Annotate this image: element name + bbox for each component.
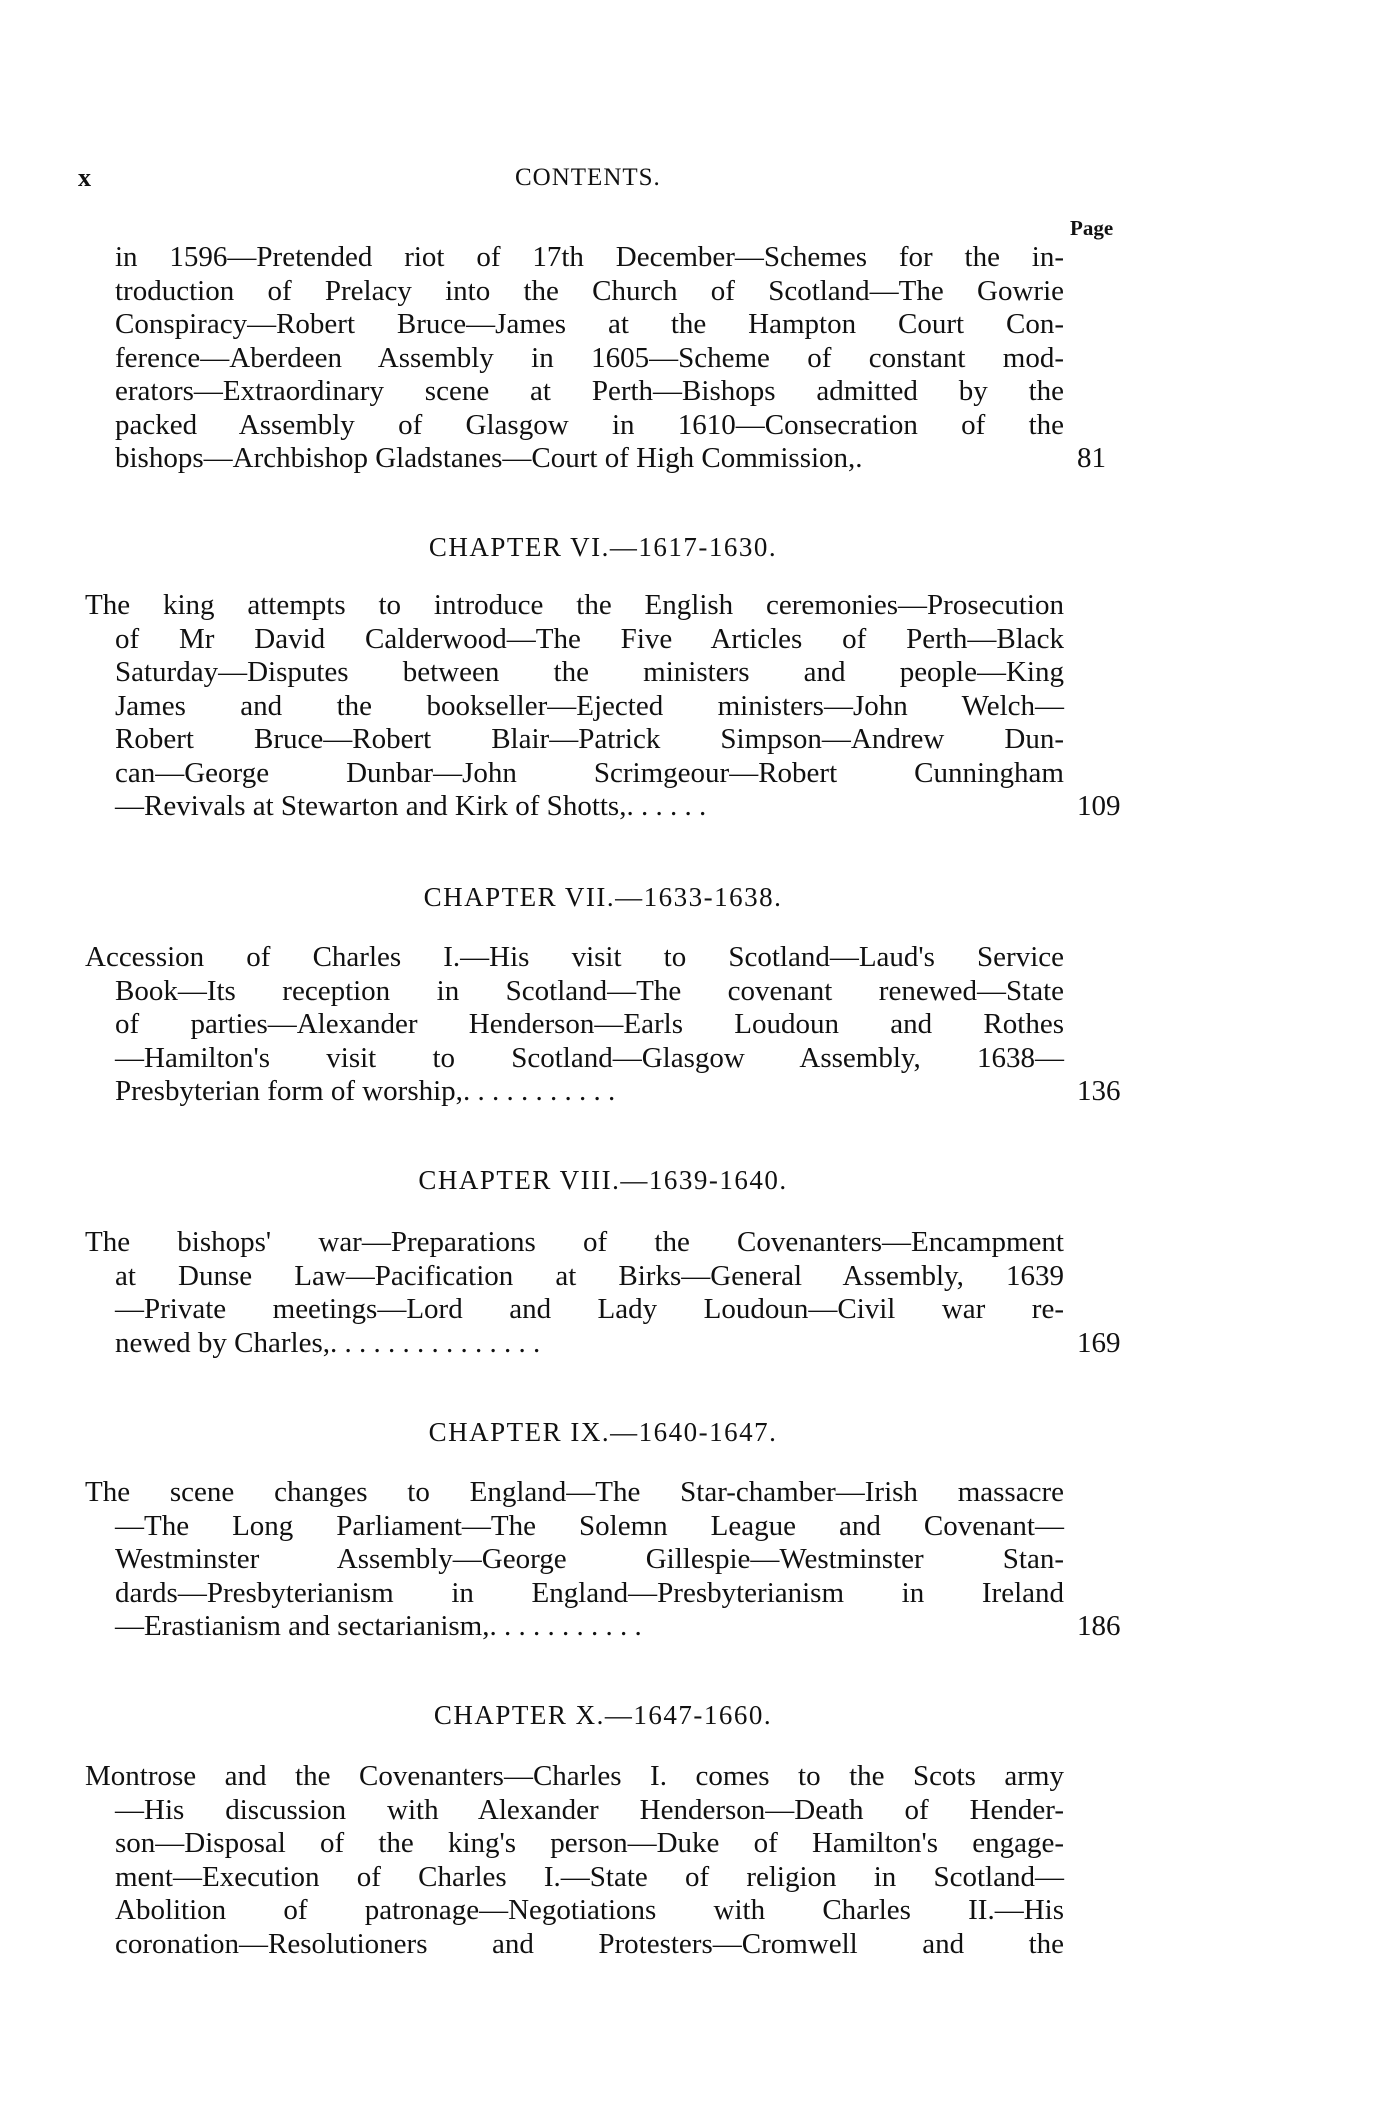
page-number[interactable]: 81 [1077,442,1106,474]
entry-line: coronation—Resolutioners and Protesters—Cromwell and the [115,1927,1064,1960]
chapter-heading[interactable]: CHAPTER VIII.—1639-1640. [418,1165,788,1195]
dot-leader: . . . . . . . . . . . [489,1610,642,1642]
entry-line: —Hamilton's visit to Scotland—Glasgow Assembly, 1638— [115,1041,1064,1074]
entry-line: The scene changes to England—The Star-chamber—Irish massacre [85,1476,1064,1508]
entry-line: The king attempts to introduce the English ceremonies—Prosecution [85,589,1064,621]
page-folio: x [78,163,91,192]
dot-leader: . [855,442,863,474]
entry-line: in 1596—Pretended riot of 17th December—Schemes for the in- [115,241,1064,273]
dot-leader: . . . . . . . . . . . . . . . [330,1326,541,1359]
running-head: CONTENTS. [515,164,661,191]
entry-line: Robert Bruce—Robert Blair—Patrick Simpson—Andrew Dun- [115,723,1064,755]
entry-line: at Dunse Law—Pacification at Birks—General Assembly, 1639 [115,1259,1064,1292]
dot-leader: . . . . . . [626,790,707,822]
entry-last-line [115,442,1135,476]
page-number[interactable]: 109 [1077,790,1121,822]
entry-line: ference—Aberdeen Assembly in 1605—Scheme of constant mod- [115,341,1064,374]
entry-line: —Erastianism and sectarianism, [115,1610,490,1642]
entry-line: Abolition of patronage—Negotiations with Charles II.—His [115,1894,1064,1926]
entry-line: son—Disposal of the king's person—Duke of Hamilton's engage- [115,1827,1064,1859]
entry-line: Montrose and the Covenanters—Charles I. comes to the Scots army [85,1760,1064,1792]
dot-leader: . . . . . . . . . . . [462,1075,616,1107]
chapter-heading[interactable]: CHAPTER VI.—1617-1630. [428,532,778,562]
page-column-label: Page [1070,216,1114,240]
entry-line: Presbyterian form of worship, [115,1075,463,1107]
entry-line: Saturday—Disputes between the ministers and people—King [115,656,1064,688]
entry-line: —Private meetings—Lord and Lady Loudoun—Civil war re- [115,1293,1064,1325]
entry-last-line [115,790,1135,824]
page-number[interactable]: 169 [1077,1326,1121,1359]
entry-last-line [115,1327,1135,1361]
entry-line: Accession of Charles I.—His visit to Scotland—Laud's Service [85,941,1064,973]
entry-last-line [115,1075,1135,1109]
entry-line: James and the bookseller—Ejected ministers—John Welch— [115,689,1064,722]
entry-line: bishops—Archbishop Gladstanes—Court of High Commission, [115,442,856,474]
entry-line: newed by Charles, [115,1326,331,1359]
entry-line: The bishops' war—Preparations of the Covenanters—Encampment [85,1226,1064,1258]
entry-line: Westminster Assembly—George Gillespie—Westminster Stan- [115,1543,1064,1575]
entry-line: can—George Dunbar—John Scrimgeour—Robert Cunningham [115,756,1064,789]
entry-last-line [115,1610,1135,1644]
toc-entry [85,241,1135,476]
entry-line: of Mr David Calderwood—The Five Articles of Perth—Black [115,622,1064,655]
entry-line: ment—Execution of Charles I.—State of religion in Scotland— [115,1860,1064,1893]
toc-entry [85,941,1135,1109]
chapter-heading[interactable]: CHAPTER IX.—1640-1647. [428,1417,778,1447]
toc-entry [85,1476,1135,1644]
entry-line: dards—Presbyterianism in England—Presbyterianism in Ireland [115,1576,1064,1609]
entry-line: of parties—Alexander Henderson—Earls Loudoun and Rothes [115,1008,1064,1040]
page-number[interactable]: 136 [1077,1075,1121,1107]
toc-entry [85,1226,1135,1360]
entry-line: —His discussion with Alexander Henderson—Death of Hender- [115,1793,1064,1826]
entry-line: —Revivals at Stewarton and Kirk of Shotts, [115,790,627,822]
page-number[interactable]: 186 [1077,1610,1121,1642]
entry-line: erators—Extraordinary scene at Perth—Bishops admitted by the [115,375,1064,407]
toc-entry [85,1760,1135,1961]
toc-entry [85,589,1135,824]
entry-line: troduction of Prelacy into the Church of Scotland—The Gowrie [115,274,1064,307]
entry-line: —The Long Parliament—The Solemn League and Covenant— [115,1509,1064,1542]
chapter-heading[interactable]: CHAPTER X.—1647-1660. [433,1700,773,1730]
entry-line: Conspiracy—Robert Bruce—James at the Hampton Court Con- [115,308,1064,340]
entry-line: Book—Its reception in Scotland—The covenant renewed—State [115,974,1064,1007]
entry-line: packed Assembly of Glasgow in 1610—Consecration of the [115,408,1064,441]
chapter-heading[interactable]: CHAPTER VII.—1633-1638. [423,882,783,912]
